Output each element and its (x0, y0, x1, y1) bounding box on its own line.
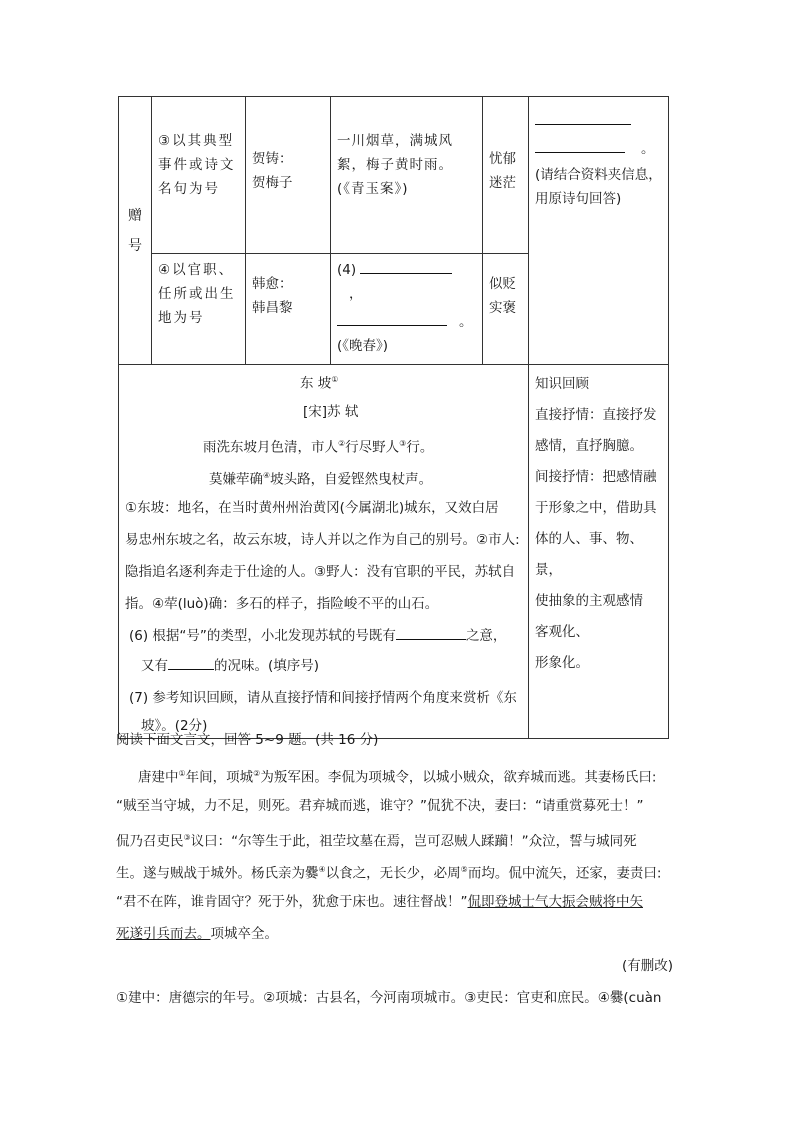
passage-line-5: “君不在阵，谁肯固守？死于外，犹愈于床也。速往督战！”侃即登城士气大振会贼将中矢 (116, 894, 643, 910)
person-cell-2 (246, 254, 331, 365)
poem-blank-2[interactable] (337, 313, 447, 326)
hint-text: (请结合资料夹信息，用原诗句回答) (535, 167, 662, 207)
mood-cell-2 (483, 254, 529, 365)
type-text-4: ④以官职、任所或出生地为号 (158, 262, 236, 326)
footnotes: ①建中：唐德宗的年号。②项城：古县名，今河南项城市。③吏民：官吏和庶民。④爨(cuàn (116, 990, 662, 1006)
question-6-line-1: (6) 根据“号”的类型，小北发现苏轼的号既有 之意， (129, 628, 507, 644)
end-mark: 。 (641, 141, 655, 157)
person-hao-2: 韩昌黎 (252, 300, 293, 316)
category-cell (119, 97, 152, 365)
type-text-3: ③以其典型事件或诗文名句为号 (158, 133, 236, 197)
poem-blank-1[interactable] (360, 261, 452, 274)
note-line-1: ①东坡：地名，在当时黄州州治黄冈(今属湖北)城东，又效白居 (125, 500, 499, 516)
poem-line-1: 雨洗东坡月色清，市人②行尽野人③行。 (203, 439, 434, 456)
question-7-line-1: (7) 参考知识回顾，请从直接抒情和间接抒情两个角度来赏析《东 (129, 690, 517, 706)
answer-blank-2[interactable] (535, 140, 625, 153)
q6-blank-1[interactable] (396, 627, 466, 640)
passage-line-1: 唐建中①年间，项城②为叛军困。李侃为项城令，以城小贼众，欲弃城而逃。其妻杨氏曰: (138, 769, 657, 786)
type-cell-4 (152, 254, 246, 365)
person-name-1: 贺铸： (252, 151, 293, 167)
note-line-4: 指。④荦(luò)确：多石的样子，指险峻不平的山石。 (125, 596, 439, 612)
passage-line-6 (116, 925, 278, 943)
person-cell-1 (246, 97, 331, 254)
knowledge-line: 于形象之中，借助具 (535, 500, 657, 516)
knowledge-line: 客观化、 (535, 624, 589, 640)
poem-title: 东 坡① (300, 375, 339, 392)
note-line-2: 易忠州东坡之名，故云东坡，诗人并以之作为自己的别号。②市人: (125, 532, 520, 548)
passage-line-2: “贼至当守城，力不足，则死。君弃城而逃，谁守？”侃犹不决，妻曰：“请重赏募死士！” (116, 798, 644, 814)
mood-text-2: 似贬实褒 (489, 276, 516, 316)
knowledge-cell (529, 365, 669, 739)
person-name-2: 韩愈： (252, 276, 293, 292)
reading-intro: 阅读下面文言文，回答 5~9 题。(共 16 分) (116, 732, 379, 748)
question-6-line-2: 又有 的况味。(填序号) (141, 658, 320, 674)
poem-cell-2: (4)， 。 (《晚春》) (331, 254, 483, 365)
poem-cell (119, 365, 529, 739)
knowledge-line: 体的人、事、物、景， (535, 531, 643, 578)
knowledge-line: 使抽象的主观感情 (535, 593, 643, 609)
poem-src: (《晚春》) (337, 338, 389, 354)
knowledge-line: 感情，直抒胸臆。 (535, 438, 643, 454)
poem-num: (4) (337, 262, 357, 278)
knowledge-line: 形象化。 (535, 655, 589, 671)
underlined-sentence: 侃即登城士气大振会贼将中矢 (467, 894, 643, 910)
underlined-sentence-end: 死遂引兵而去。项城卒全。 (116, 926, 278, 942)
source-note: (有删改) (622, 958, 674, 974)
right-note-cell (529, 97, 669, 365)
note-line-3: 隐指追名逐利奔走于仕途的人。③野人：没有官职的平民，苏轼自 (125, 564, 516, 580)
poem-text-1: 一川烟草，满城风絮，梅子黄时雨。(《青玉案》) (337, 133, 453, 197)
passage-line-3: 侃乃召吏民③议曰：“尔等生于此，祖茔坟墓在焉，岂可忍贼人蹂躏！”众泣，誓与城同死 (116, 833, 637, 850)
person-hao-1: 贺梅子 (252, 175, 293, 191)
answer-blank-1[interactable] (535, 112, 631, 125)
knowledge-line: 直接抒情：直接抒发 (535, 407, 657, 423)
poem-author: [宋]苏 轼 (303, 404, 359, 420)
knowledge-title: 知识回顾 (535, 376, 589, 392)
category-label: 赠号 (128, 207, 142, 254)
mood-text-1: 忧郁迷茫 (489, 151, 516, 191)
poem-line-2: 莫嫌荦确④坡头路，自爱铿然曳杖声。 (209, 471, 433, 488)
q6-blank-2[interactable] (168, 657, 214, 670)
passage-line-4: 生。遂与贼战于城外。杨氏亲为爨④以食之，无长少，必周⑤而均。侃中流矢，还家，妻责曰: (116, 865, 662, 882)
type-cell-3 (152, 97, 246, 254)
knowledge-table (118, 96, 669, 739)
knowledge-line: 间接抒情：把感情融 (535, 469, 657, 485)
poem-cell-1 (331, 97, 483, 254)
mood-cell-1 (483, 97, 529, 254)
question-7-line-2: 坡》。(2分) (141, 718, 208, 734)
